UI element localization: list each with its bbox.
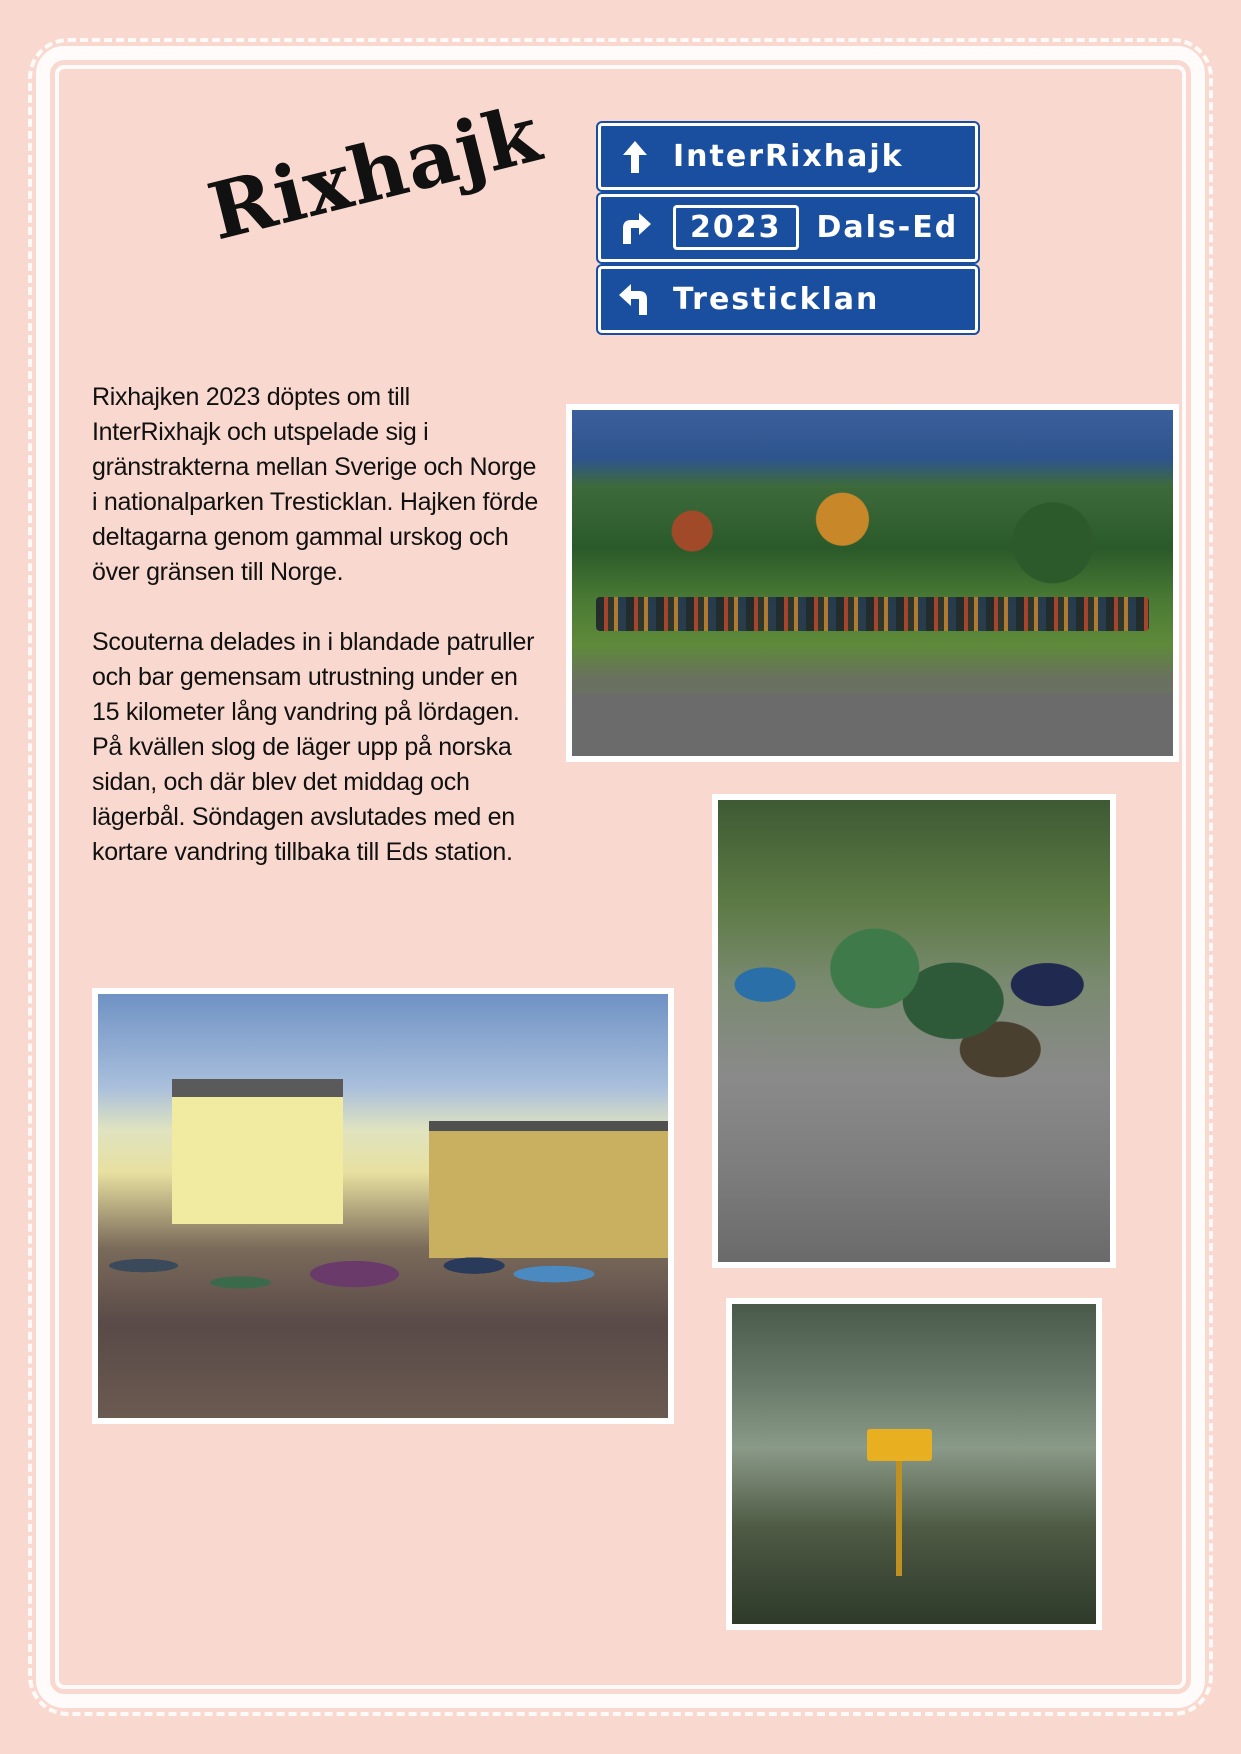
- article-paragraph: Scouterna delades in i blandade patruller och bar gemensam utrustning under en 15 kilometer lång vandring på lördagen. På kvällen slog de läger upp på norska sidan, och där blev det middag och lägerbål. Söndagen avslutades med en kortare vandring tillbaka till Eds station.: [92, 628, 535, 866]
- arrow-up-icon: [615, 137, 655, 177]
- sign-year-box: 2023: [673, 205, 799, 250]
- photo-image: [718, 800, 1110, 1262]
- sign-row-tresticklan: [598, 266, 978, 333]
- sign-label: InterRixhajk: [673, 139, 904, 175]
- sign-label: Dals-Ed: [816, 210, 959, 246]
- sign-row-interrixhajk: [598, 123, 978, 190]
- photo-image: [572, 410, 1173, 756]
- photo-group-by-lake: [566, 404, 1179, 762]
- photo-hikers-on-road: [712, 794, 1116, 1268]
- photo-image: [98, 994, 668, 1418]
- page-title: Rixhajk: [200, 88, 550, 259]
- sign-label: Tresticklan: [673, 281, 880, 317]
- sign-row-dals-ed: [598, 194, 978, 261]
- arrow-left-turn-icon: [615, 279, 655, 319]
- photo-eds-station: [92, 988, 674, 1424]
- article-text: [92, 380, 542, 905]
- photo-border-sign-forest: [726, 1298, 1102, 1630]
- photo-image: [732, 1304, 1096, 1624]
- road-sign: [598, 123, 978, 333]
- arrow-right-turn-icon: [615, 208, 655, 248]
- article-paragraph: Rixhajken 2023 döptes om till InterRixhajk och utspelade sig i gränstrakterna mellan Sverige och Norge i nationalparken Tresticklan. Hajken förde deltagarna genom gammal urskog och över gränsen till Norge.: [92, 383, 538, 586]
